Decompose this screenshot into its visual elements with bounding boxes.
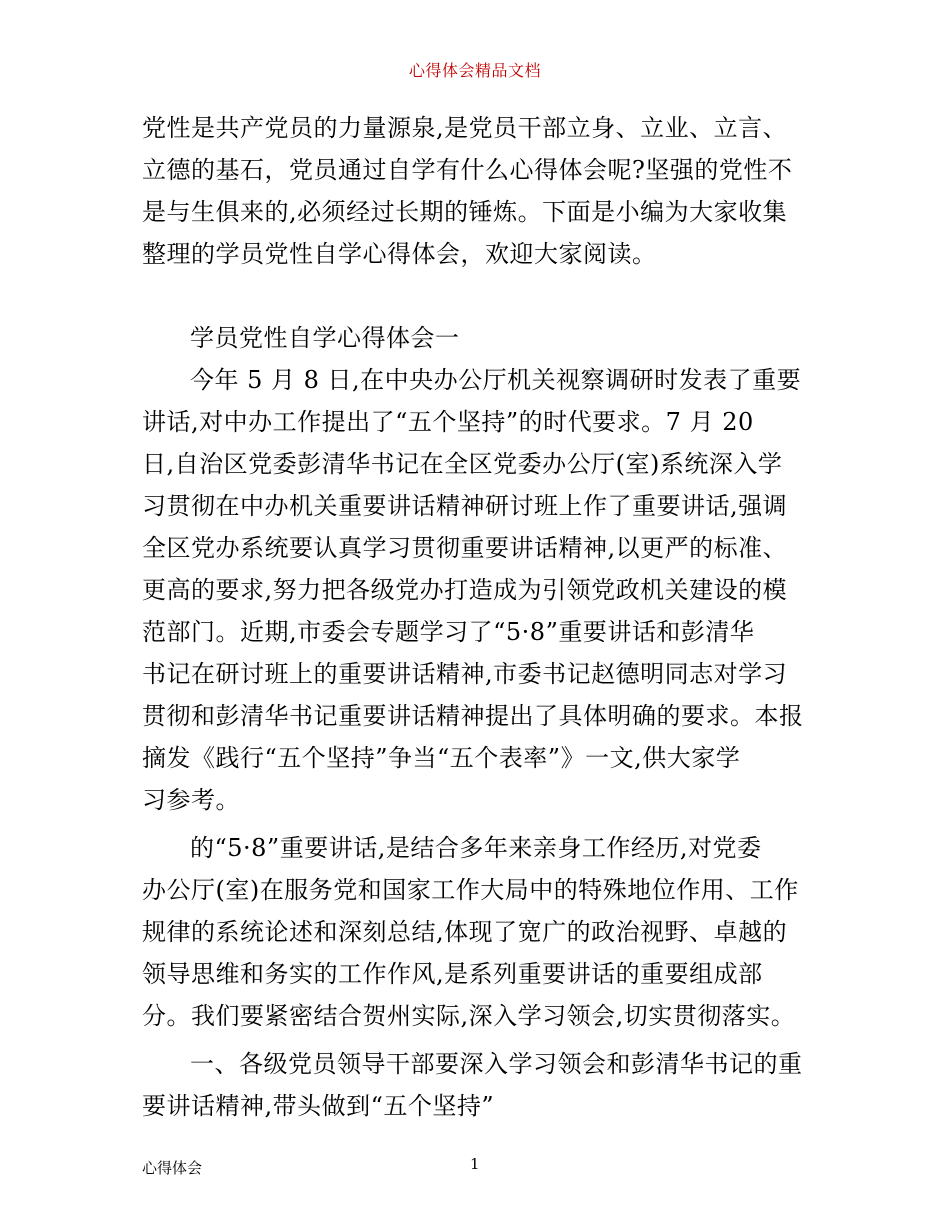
- paragraph-line: 是与生俱来的,必须经过长期的锤炼。下面是小编为大家收集: [142, 198, 788, 226]
- section-heading: 学员党性自学心得体会一: [190, 324, 460, 352]
- footer-label: 心得体会: [142, 1159, 203, 1177]
- paragraph-line: 更高的要求,努力把各级党办打造成为引领党政机关建设的模: [142, 576, 788, 604]
- paragraph-line: 要讲话精神,带头做到“五个坚持”: [142, 1092, 495, 1120]
- paragraph-line: 摘发《践行“五个坚持”争当“五个表率”》一文,供大家学: [142, 744, 741, 772]
- paragraph-line: 习贯彻在中办机关重要讲话精神研讨班上作了重要讲话,强调: [142, 492, 788, 520]
- paragraph-line: 习参考。: [142, 786, 240, 814]
- paragraph-line: 规律的系统论述和深刻总结,体现了宽广的政治视野、卓越的: [142, 918, 788, 946]
- paragraph-line: 整理的学员党性自学心得体会，欢迎大家阅读。: [142, 240, 657, 268]
- paragraph-line: 今年 5 月 8 日,在中央办公厅机关视察调研时发表了重要: [190, 366, 802, 394]
- page-number: 1: [470, 1155, 480, 1173]
- document-header-title: 心得体会精品文档: [408, 61, 541, 80]
- paragraph-line: 讲话,对中办工作提出了“五个坚持”的时代要求。7 月 20: [142, 408, 754, 436]
- paragraph-line: 日,自治区党委彭清华书记在全区党委办公厅(室)系统深入学: [142, 450, 783, 478]
- paragraph-line: 的“5·8”重要讲话,是结合多年来亲身工作经历,对党委: [190, 834, 762, 862]
- paragraph-line: 领导思维和务实的工作作风,是系列重要讲话的重要组成部: [142, 960, 763, 988]
- paragraph-line: 范部门。近期,市委会专题学习了“5·8”重要讲话和彭清华: [142, 618, 755, 646]
- paragraph-line: 贯彻和彭清华书记重要讲话精神提出了具体明确的要求。本报: [142, 702, 804, 730]
- paragraph-line: 党性是共产党员的力量源泉,是党员干部立身、立业、立言、: [142, 114, 788, 142]
- paragraph-line: 分。我们要紧密结合贺州实际,深入学习领会,切实贯彻落实。: [142, 1002, 796, 1030]
- paragraph-line: 一、各级党员领导干部要深入学习领会和彭清华书记的重: [190, 1050, 803, 1078]
- paragraph-line: 全区党办系统要认真学习贯彻重要讲话精神,以更严的标准、: [142, 534, 788, 562]
- paragraph-line: 书记在研讨班上的重要讲话精神,市委书记赵德明同志对学习: [142, 660, 788, 688]
- paragraph-line: 立德的基石，党员通过自学有什么心得体会呢?坚强的党性不: [142, 156, 793, 184]
- paragraph-line: 办公厅(室)在服务党和国家工作大局中的特殊地位作用、工作: [142, 876, 799, 904]
